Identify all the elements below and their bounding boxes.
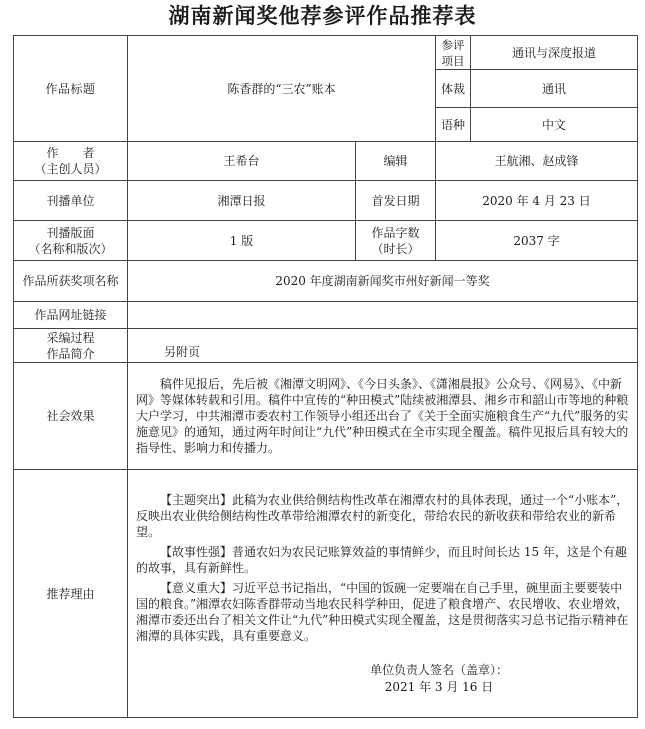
process-value: 另附页	[128, 329, 638, 363]
award-value: 2020 年度湖南新闻奖市州好新闻一等奖	[128, 261, 638, 302]
reason-tag-1: 【主题突出】	[160, 492, 233, 507]
length-label-line2: （时长）	[371, 241, 420, 256]
recommendation-form	[13, 35, 638, 718]
author-value: 王希台	[128, 142, 356, 181]
page-label-line1: 刊播版面	[46, 225, 95, 240]
signature-label: 单位负责人签名（盖章）：	[369, 662, 508, 677]
editor-value: 王航湘、赵成锋	[436, 142, 638, 181]
reason-text-1: 此稿为农业供给侧结构性改革在湘潭农村的具体表现，通过一个“小账本”，反映出农业供给侧结构性改革带给湘潭农村的新变化，带给农民的新收获和带给农业的新希望。	[136, 492, 629, 539]
form-title: 湖南新闻奖他荐参评作品推荐表	[168, 4, 477, 28]
editor-label: 编辑	[356, 142, 436, 181]
language-label: 语种	[436, 108, 471, 142]
effect-cell	[128, 363, 638, 470]
reason-tag-2: 【故事性强】	[160, 544, 233, 559]
length-label-line1: 作品字数	[371, 225, 420, 240]
length-value: 2037 字	[436, 221, 638, 261]
reason-paragraph-1	[136, 492, 629, 540]
genre-label: 体裁	[436, 70, 471, 108]
reason-text-2: 普通农妇为农民记账算效益的事情鲜少，而且时间长达 15 年，这是个有趣的故事，具有新鲜性。	[136, 544, 627, 575]
reason-paragraph-3	[136, 580, 629, 644]
entry-value: 通讯与深度报道	[471, 36, 638, 70]
page-label	[14, 221, 128, 261]
url-label: 作品网址链接	[14, 302, 128, 329]
process-label	[14, 329, 128, 363]
publisher-label: 刊播单位	[14, 181, 128, 221]
reason-tag-3: 【意义重大】	[160, 580, 233, 595]
url-value	[128, 302, 638, 329]
reason-text-3: 习近平总书记指出，“中国的饭碗一定要端在自己手里，碗里面主要要装中国的粮食。”湘潭农妇陈香群带动当地农民科学种田，促进了粮食增产、农民增收、农业增效，湘潭市委还出台了相关文件让“九代”种田模式实现全覆盖，这是贯彻落实习总书记指示精神在湘潭的具体实践，具有重要意义。	[136, 580, 629, 643]
process-label-line1: 采编过程	[46, 330, 95, 345]
page-value: 1 版	[128, 221, 356, 261]
author-label	[14, 142, 128, 181]
first-pub-value: 2020 年 4 月 23 日	[436, 181, 638, 221]
entry-label: 参评项目	[436, 36, 471, 70]
signature-block	[136, 662, 629, 696]
language-value: 中文	[471, 108, 638, 142]
reason-cell	[128, 470, 638, 718]
effect-label: 社会效果	[14, 363, 128, 470]
author-label-line1: 作 者	[46, 146, 95, 160]
first-pub-label: 首发日期	[356, 181, 436, 221]
process-label-line2: 作品简介	[46, 346, 95, 361]
page-label-line2: （名称和版次）	[28, 241, 113, 256]
length-label	[356, 221, 436, 261]
award-label: 作品所获奖项名称	[14, 261, 128, 302]
work-title-label: 作品标题	[14, 36, 128, 142]
effect-text: 稿件见报后，先后被《湘潭文明网》、《今日头条》、《潇湘晨报》公众号、《网易》、《中新网》等媒体转载和引用。稿件中宣传的“种田模式”陆续被湘潭县、湘乡市和韶山市等地的种粮大户学习，中共湘潭市委农村工作领导小组还出台了《关于全面实施粮食生产“九代”服务的实施意见》的通知，通过两年时间让“九代”种田模式在全市实现全覆盖。稿件见报后具有较大的指导性、影响力和传播力。	[136, 377, 629, 455]
publisher-value: 湘潭日报	[128, 181, 356, 221]
genre-value: 通讯	[471, 70, 638, 108]
reason-label: 推荐理由	[14, 470, 128, 718]
author-label-line2: （主创人员）	[34, 162, 107, 176]
reason-paragraph-2	[136, 544, 629, 576]
work-title-value: 陈香群的“三农”账本	[128, 36, 436, 142]
signature-date: 2021 年 3 月 16 日	[384, 679, 494, 694]
